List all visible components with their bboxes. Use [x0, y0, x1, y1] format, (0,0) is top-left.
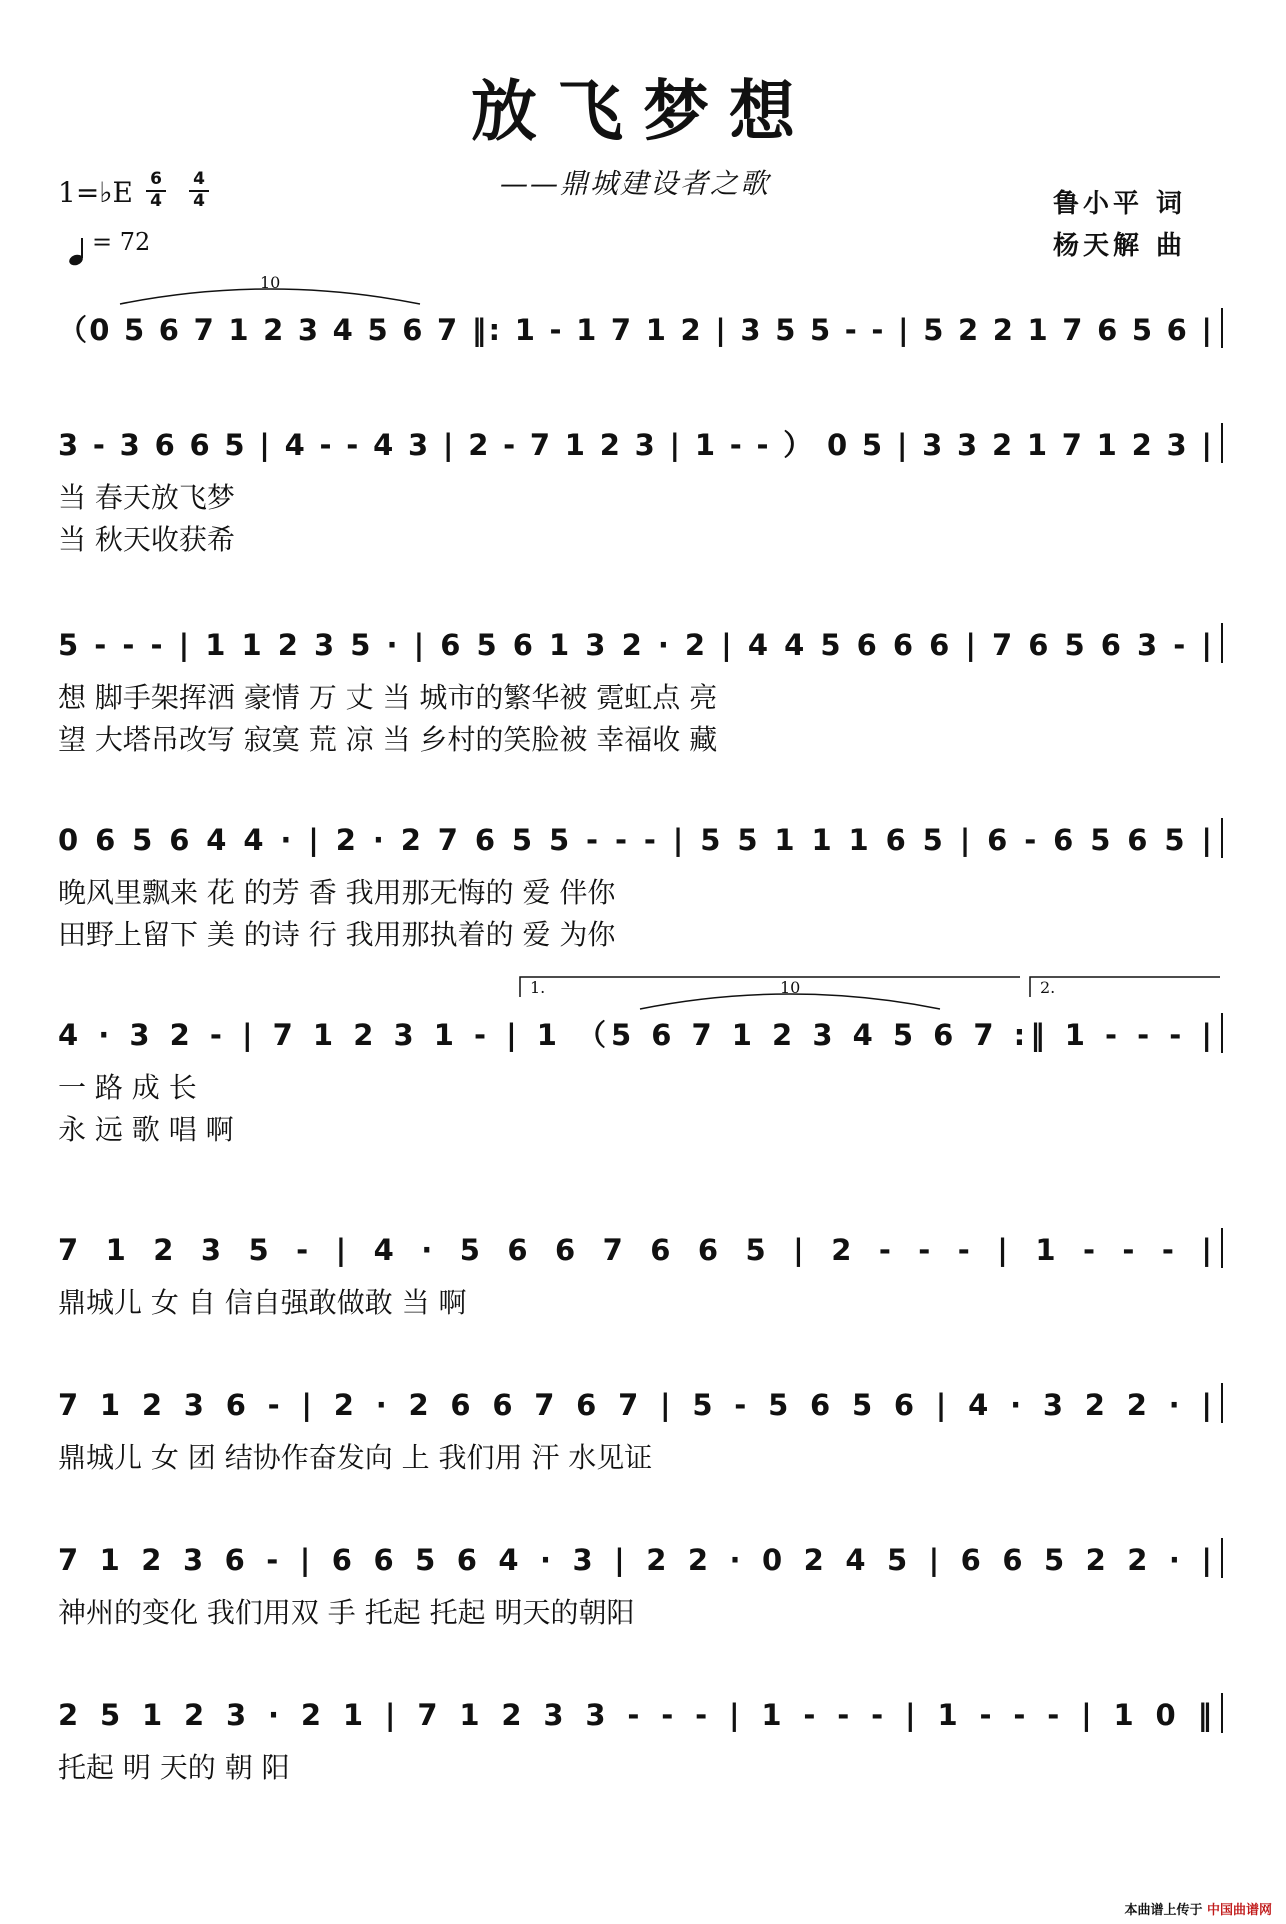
- lyric-line: 神州的变化 我们用双 手 托起 托起 明天的朝阳: [58, 1596, 635, 1629]
- score-row: [58, 623, 1222, 756]
- tuplet-label: 10: [260, 273, 281, 292]
- score-row: [58, 1228, 1222, 1319]
- time-sig-2-denominator: 4: [193, 191, 205, 211]
- lyricist-credit: 鲁小平 词: [1053, 189, 1187, 219]
- notation-line: 7 1 2 3 6 - | 2 · 2 6 6 7 6 7 | 5 - 5 6 5 6 | 4 · 3 2 2 · |: [58, 1388, 1213, 1422]
- lyric-line: 一 路 成 长: [58, 1071, 197, 1104]
- footer-credit: [1124, 1899, 1272, 1918]
- notation-line: 5 - - - | 1 1 2 3 5 · | 6 5 6 1 3 2 · 2 | 4 4 5 6 6 6 | 7 6 5 6 3 - |: [58, 628, 1213, 662]
- volta-label-2: 2.: [1040, 978, 1056, 997]
- tempo-marking: = 72: [92, 228, 151, 256]
- notation-line: 2 5 1 2 3 · 2 1 | 7 1 2 3 3 - - - | 1 - - - | 1 - - - | 1 0 ‖: [58, 1698, 1212, 1732]
- notation-line: 0 6 5 6 4 4 · | 2 · 2 7 6 5 5 - - - | 5 5 1 1 1 6 5 | 6 - 6 5 6 5 |: [58, 823, 1212, 857]
- notation-line: （0 5 6 7 1 2 3 4 5 6 7 ‖: 1 - 1 7 1 2 | 3 5 5 - - | 5 2 2 1 7 6 5 6 |: [58, 313, 1212, 347]
- time-sig-1-denominator: 4: [150, 191, 162, 211]
- time-sig-1-numerator: 6: [150, 169, 162, 189]
- score-row: [58, 423, 1222, 556]
- tuplet-label: 10: [780, 978, 801, 997]
- footer-prefix: 本曲谱上传于: [1124, 1903, 1203, 1918]
- composer-credit: 杨天解 曲: [1053, 231, 1187, 261]
- lyric-line: 田野上留下 美 的诗 行 我用那执着的 爱 为你: [58, 918, 616, 951]
- lyric-line: 想 脚手架挥洒 豪情 万 丈 当 城市的繁华被 霓虹点 亮: [58, 681, 718, 714]
- lyric-line: 托起 明 天的 朝 阳: [58, 1751, 290, 1784]
- notation-line: 7 1 2 3 6 - | 6 6 5 6 4 · 3 | 2 2 · 0 2 4 5 | 6 6 5 2 2 · |: [58, 1543, 1213, 1577]
- lyric-line: 鼎城儿 女 团 结协作奋发向 上 我们用 汗 水见证: [58, 1441, 653, 1474]
- score-row: [58, 308, 1222, 348]
- score-row: [58, 1538, 1222, 1629]
- notation-line: 7 1 2 3 5 - | 4 · 5 6 6 7 6 6 5 | 2 - - - | 1 - - - |: [58, 1233, 1212, 1267]
- score-row: [58, 1013, 1222, 1146]
- lyric-line: 晚风里飘来 花 的芳 香 我用那无悔的 爱 伴你: [58, 876, 616, 909]
- footer-site: 中国曲谱网: [1206, 1903, 1272, 1918]
- score-row: [58, 1693, 1222, 1784]
- lyric-line: 望 大塔吊改写 寂寞 荒 凉 当 乡村的笑脸被 幸福收 藏: [58, 723, 718, 756]
- volta-bracket-2: [1030, 977, 1220, 997]
- score-row: [58, 818, 1222, 951]
- lyric-line: 永 远 歌 唱 啊: [58, 1113, 234, 1146]
- song-title: 放飞梦想: [471, 72, 815, 150]
- lyric-line: 当 春天放飞梦: [58, 481, 235, 514]
- song-subtitle: ——鼎城建设者之歌: [500, 167, 771, 200]
- volta-label-1: 1.: [530, 978, 546, 997]
- key-signature: 1=♭E: [58, 176, 133, 209]
- lyric-line: 当 秋天收获希: [58, 523, 235, 556]
- notation-line: 3 - 3 6 6 5 | 4 - - 4 3 | 2 - 7 1 2 3 | 1 - - ） 0 5 | 3 3 2 1 7 1 2 3 |: [58, 428, 1212, 462]
- notation-line: 4 · 3 2 - | 7 1 2 3 1 - | 1 （5 6 7 1 2 3 4 5 6 7 :‖ 1 - - - |: [58, 1018, 1212, 1052]
- time-sig-2-numerator: 4: [193, 169, 205, 189]
- score-row: [58, 1383, 1222, 1474]
- lyric-line: 鼎城儿 女 自 信自强敢做敢 当 啊: [58, 1286, 467, 1319]
